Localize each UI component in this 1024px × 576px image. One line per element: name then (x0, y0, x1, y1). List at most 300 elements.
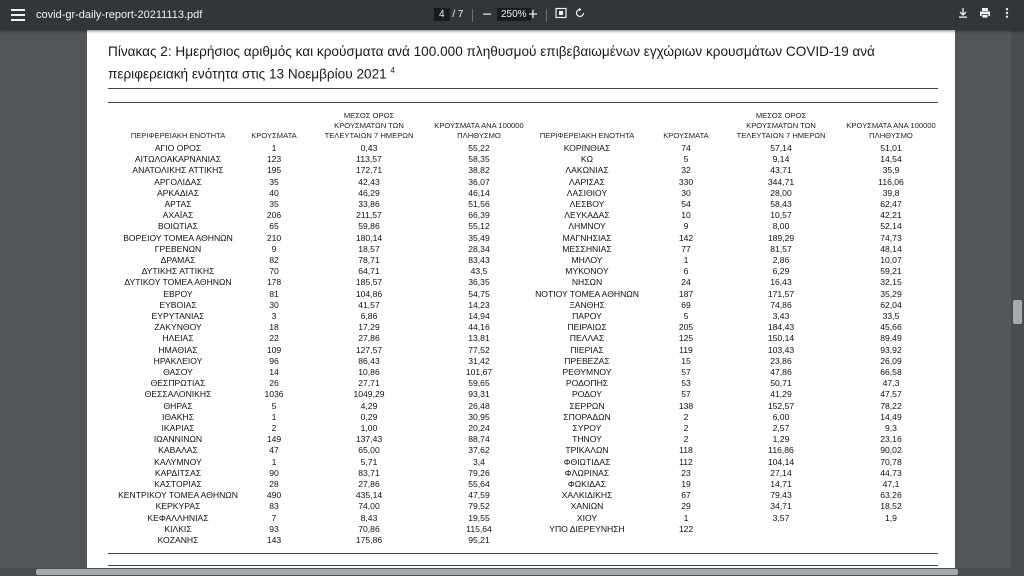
right-per-100k-cell: 62,04 (880, 299, 902, 310)
right-cases-cell: 24 (681, 277, 691, 288)
right-region-name-cell: ΤΗΝΟΥ (572, 434, 602, 445)
left-cases-cell: 490 (266, 490, 282, 501)
left-per-100k-cell: 44,16 (468, 322, 490, 333)
header-per100k-left: ΚΡΟΥΣΜΑΤΑ ΑΝΑ 100000 ΠΛΗΘΥΣΜΟ (434, 121, 524, 140)
table-row (87, 188, 955, 198)
left-cases-cell: 1 (271, 411, 277, 422)
right-region-name-cell: ΠΕΙΡΑΙΩΣ (567, 322, 607, 333)
left-avg-7day-cell: 27,71 (358, 378, 380, 389)
left-region-name-cell: ΚΑΛΥΜΝΟΥ (154, 456, 202, 467)
left-avg-7day-cell: 8,43 (360, 512, 378, 523)
right-region-name-cell: ΛΑΚΩΝΙΑΣ (565, 165, 609, 176)
left-region-name-cell: ΚΕΦΑΛΛΗΝΙΑΣ (147, 512, 209, 523)
more-options-button[interactable] (998, 6, 1016, 24)
left-per-100k-cell: 30,95 (468, 411, 490, 422)
zoom-out-button[interactable] (478, 6, 496, 24)
right-cases-cell: 112 (679, 456, 693, 467)
right-region-name-cell: ΛΑΡΙΣΑΣ (569, 176, 605, 187)
table-row (87, 177, 955, 187)
left-per-100k-cell: 47,59 (468, 490, 490, 501)
right-cases-cell: 122 (678, 523, 694, 534)
left-per-100k-cell: 58,35 (468, 154, 490, 165)
table-row (87, 210, 955, 220)
right-cases-cell: 142 (678, 232, 694, 243)
right-region-name-cell: ΞΑΝΘΗΣ (569, 299, 605, 310)
right-per-100k-cell: 90,02 (880, 445, 902, 456)
left-per-100k-cell: 55,64 (468, 479, 490, 489)
left-cases-cell: 143 (266, 535, 282, 545)
left-avg-7day-cell: 137,43 (355, 434, 383, 445)
left-per-100k-cell: 54,75 (468, 288, 490, 299)
right-per-100k-cell: 93,92 (880, 344, 902, 355)
left-region-name-cell: ΕΒΡΟΥ (163, 288, 193, 299)
table-row (87, 266, 955, 276)
left-per-100k-cell: 13,81 (468, 333, 490, 344)
left-region-name-cell: ΑΡΤΑΣ (164, 199, 192, 209)
zoom-level-input[interactable]: 250% (497, 8, 531, 21)
right-cases-cell: 6 (683, 266, 689, 277)
table-row (87, 445, 955, 455)
right-region-name-cell: ΠΕΛΛΑΣ (569, 333, 605, 344)
right-region-name-cell: ΥΠΟ ΔΙΕΡΕΥΝΗΣΗ (549, 523, 625, 534)
left-cases-cell: 40 (269, 187, 279, 198)
pdf-toolbar (0, 0, 1024, 30)
right-cases-cell: 15 (681, 355, 691, 366)
fit-page-icon (555, 7, 567, 19)
left-per-100k-cell: 38,82 (468, 165, 490, 176)
page-separator: / (452, 9, 456, 20)
horizontal-scrollbar-thumb[interactable] (36, 569, 958, 575)
header-region-right: ΠΕΡΙΦΕΡΕΙΑΚΗ ΕΝΟΤΗΤΑ (539, 131, 635, 140)
right-cases-cell: 330 (678, 176, 694, 187)
right-region-name-cell: ΧΙΟΥ (576, 512, 598, 523)
left-avg-7day-cell: 65,00 (358, 445, 380, 456)
left-avg-7day-cell: 64,71 (358, 266, 380, 277)
pdf-page (87, 30, 955, 576)
right-per-100k-cell: 74,73 (880, 232, 902, 243)
table-row (87, 289, 955, 299)
left-per-100k-cell: 31,42 (468, 355, 490, 366)
left-cases-cell: 9 (271, 243, 277, 254)
left-avg-7day-cell: 17,29 (358, 322, 380, 333)
page-number-input[interactable]: 4 (434, 8, 450, 21)
left-region-name-cell: ΕΥΡΥΤΑΝΙΑΣ (151, 311, 205, 321)
left-cases-cell: 47 (269, 445, 279, 456)
right-avg-7day-cell: 3,43 (772, 311, 790, 321)
left-region-name-cell: ΑΓΙΟ ΟΡΟΣ (154, 143, 202, 153)
right-region-name-cell: ΤΡΙΚΑΛΩΝ (565, 445, 609, 456)
left-avg-7day-cell: 5,71 (360, 456, 378, 467)
right-per-100k-cell: 1,9 (885, 512, 897, 523)
left-avg-7day-cell: 78,71 (358, 255, 380, 265)
left-avg-7day-cell: 1,00 (360, 423, 378, 433)
left-avg-7day-cell: 83,71 (358, 467, 380, 478)
right-per-100k-cell: 39,8 (882, 187, 900, 198)
table-row (87, 423, 955, 433)
table-row (87, 468, 955, 478)
left-avg-7day-cell: 113,57 (356, 154, 382, 165)
left-region-name-cell: ΔΥΤΙΚΟΥ ΤΟΜΕΑ ΑΘΗΝΩΝ (124, 277, 232, 288)
left-cases-cell: 7 (271, 512, 277, 523)
top-rule (108, 88, 938, 89)
left-per-100k-cell: 28,34 (468, 243, 490, 254)
left-region-name-cell: ΚΕΡΚΥΡΑΣ (155, 501, 201, 512)
horizontal-scrollbar[interactable] (0, 568, 1011, 576)
left-region-name-cell: ΚΑΣΤΟΡΙΑΣ (154, 479, 202, 489)
left-cases-cell: 149 (266, 434, 282, 445)
right-avg-7day-cell: 8,00 (772, 221, 790, 232)
right-avg-7day-cell: 189,29 (767, 232, 795, 243)
left-avg-7day-cell: 18,57 (358, 243, 380, 254)
right-per-100k-cell: 26,09 (880, 355, 902, 366)
left-per-100k-cell: 59,65 (468, 378, 490, 389)
table-row (87, 300, 955, 310)
table-row (87, 143, 955, 153)
right-avg-7day-cell: 10,57 (770, 210, 792, 221)
right-per-100k-cell: 70,78 (880, 456, 902, 467)
left-cases-cell: 206 (266, 210, 282, 221)
right-avg-7day-cell: 34,71 (770, 501, 792, 512)
left-avg-7day-cell: 46,29 (358, 187, 380, 198)
table-row (87, 345, 955, 355)
left-avg-7day-cell: 86,43 (358, 355, 380, 366)
left-region-name-cell: ΒΟΙΩΤΙΑΣ (158, 221, 198, 232)
right-region-name-cell: ΡΕΘΥΜΝΟΥ (562, 367, 612, 377)
left-cases-cell: 35 (269, 199, 279, 209)
left-region-name-cell: ΑΝΑΤΟΛΙΚΗΣ ΑΤΤΙΚΗΣ (132, 165, 224, 176)
menu-icon[interactable] (11, 9, 25, 21)
right-per-100k-cell: 23,16 (880, 434, 902, 445)
right-cases-cell: 69 (681, 299, 691, 310)
left-per-100k-cell: 88,74 (468, 434, 490, 445)
right-avg-7day-cell: 6,29 (772, 266, 790, 277)
left-per-100k-cell: 14,94 (468, 311, 490, 321)
left-cases-cell: 109 (266, 344, 282, 355)
table-row (87, 199, 955, 209)
left-per-100k-cell: 14,23 (468, 299, 490, 310)
right-region-name-cell: ΦΛΩΡΙΝΑΣ (564, 467, 610, 478)
rotate-button[interactable] (571, 6, 589, 24)
left-cases-cell: 93 (269, 523, 279, 534)
right-cases-cell: 32 (681, 165, 691, 176)
left-per-100k-cell: 43,5 (470, 266, 488, 277)
plus-icon (528, 9, 538, 19)
right-per-100k-cell: 35,29 (880, 288, 902, 299)
right-avg-7day-cell: 171,57 (767, 288, 795, 299)
table-row (87, 378, 955, 388)
right-avg-7day-cell: 81,57 (770, 243, 792, 254)
table-row (87, 244, 955, 254)
right-cases-cell: 23 (681, 467, 691, 478)
page-indicator (434, 8, 463, 21)
left-per-100k-cell: 79,52 (468, 501, 490, 512)
table-row (87, 221, 955, 231)
right-cases-cell: 30 (681, 187, 691, 198)
right-region-name-cell: ΡΟΔΟΥ (572, 389, 602, 400)
table-row (87, 524, 955, 534)
right-cases-cell: 187 (678, 288, 694, 299)
right-avg-7day-cell: 1,29 (772, 434, 790, 445)
left-cases-cell: 14 (269, 367, 279, 377)
right-region-name-cell: ΣΠΟΡΑΔΩΝ (563, 411, 611, 422)
fit-page-button[interactable] (552, 6, 570, 24)
right-avg-7day-cell: 184,43 (767, 322, 795, 333)
left-cases-cell: 2 (271, 423, 277, 433)
right-region-name-cell: ΜΗΛΟΥ (571, 255, 603, 265)
right-region-name-cell: ΜΑΓΝΗΣΙΑΣ (562, 232, 612, 243)
toolbar-divider (546, 9, 547, 22)
right-region-name-cell: ΝΗΣΩΝ (571, 277, 603, 288)
right-cases-cell: 53 (681, 378, 691, 389)
left-per-100k-cell: 20,24 (468, 423, 490, 433)
left-region-name-cell: ΖΑΚΥΝΘΟΥ (154, 322, 202, 333)
left-region-name-cell: ΑΡΓΟΛΙΔΑΣ (154, 176, 202, 187)
header-cases-left: ΚΡΟΥΣΜΑΤΑ (251, 131, 297, 140)
right-region-name-cell: ΦΩΚΙΔΑΣ (567, 479, 607, 489)
right-per-100k-cell: 44,73 (880, 467, 902, 478)
header-cases-right: ΚΡΟΥΣΜΑΤΑ (663, 131, 709, 140)
left-region-name-cell: ΗΜΑΘΙΑΣ (158, 344, 198, 355)
right-cases-cell: 67 (681, 490, 691, 501)
right-per-100k-cell: 59,21 (880, 266, 902, 277)
right-cases-cell: 57 (681, 367, 691, 377)
left-avg-7day-cell: 180,14 (355, 232, 383, 243)
heading-text: Πίνακας 2: Ημερήσιος αριθμός και κρούσματα ανά 100.000 πληθυσμού επιβεβαιωμένων εγχώριων κρουσμάτων COVID-19 ανά περιφερειακή ενότητα στις 13 Νοεμβρίου 2021 (108, 44, 875, 82)
right-region-name-cell: ΜΥΚΟΝΟΥ (565, 266, 609, 277)
left-region-name-cell: ΘΗΡΑΣ (163, 400, 193, 411)
left-avg-7day-cell: 0,43 (360, 143, 378, 153)
right-cases-cell: 74 (681, 143, 691, 153)
right-per-100k-cell: 14,54 (880, 154, 902, 165)
left-per-100k-cell: 55,12 (468, 221, 490, 232)
left-region-name-cell: ΑΙΤΩΛΟΑΚΑΡΝΑΝΙΑΣ (134, 154, 222, 165)
right-per-100k-cell: 47,57 (880, 389, 902, 400)
right-cases-cell: 2 (683, 423, 689, 433)
right-per-100k-cell: 45,66 (880, 322, 902, 333)
right-avg-7day-cell: 150,14 (767, 333, 795, 344)
left-region-name-cell: ΓΡΕΒΕΝΩΝ (154, 243, 202, 254)
page-total: 7 (457, 9, 464, 20)
left-cases-cell: 90 (269, 467, 279, 478)
left-per-100k-cell: 26,48 (468, 400, 490, 411)
table-row (87, 311, 955, 321)
right-per-100k-cell: 9,3 (885, 423, 897, 433)
left-region-name-cell: ΚΟΖΑΝΗΣ (157, 535, 199, 545)
right-per-100k-cell: 10,07 (880, 255, 902, 265)
left-avg-7day-cell: 4,29 (360, 400, 378, 411)
left-per-100k-cell: 35,49 (468, 232, 490, 243)
right-cases-cell: 1 (683, 512, 689, 523)
right-per-100k-cell: 52,14 (880, 221, 902, 232)
right-cases-cell: 10 (681, 210, 691, 221)
right-avg-7day-cell: 28,00 (770, 187, 792, 198)
right-avg-7day-cell: 79,43 (770, 490, 792, 501)
right-cases-cell: 77 (681, 243, 691, 254)
left-region-name-cell: ΙΩΑΝΝΙΝΩΝ (153, 434, 203, 445)
right-cases-cell: 57 (681, 389, 691, 400)
left-cases-cell: 1 (271, 143, 277, 153)
left-cases-cell: 96 (269, 355, 279, 366)
right-cases-cell: 119 (679, 344, 693, 355)
left-per-100k-cell: 36,35 (468, 277, 490, 288)
left-region-name-cell: ΚΕΝΤΡΙΚΟΥ ΤΟΜΕΑ ΑΘΗΝΩΝ (118, 490, 238, 501)
left-avg-7day-cell: 175,86 (355, 535, 383, 545)
right-region-name-cell: ΧΑΛΚΙΔΙΚΗΣ (561, 490, 613, 501)
left-cases-cell: 35 (269, 176, 279, 187)
left-avg-7day-cell: 172,71 (355, 165, 383, 176)
right-cases-cell: 125 (678, 333, 694, 344)
right-per-100k-cell: 51,01 (880, 143, 902, 153)
right-cases-cell: 54 (681, 199, 691, 209)
left-avg-7day-cell: 1049,29 (353, 389, 385, 400)
left-per-100k-cell: 101,67 (465, 367, 493, 377)
right-cases-cell: 5 (683, 311, 689, 321)
header-per100k-right: ΚΡΟΥΣΜΑΤΑ ΑΝΑ 100000 ΠΛΗΘΥΣΜΟ (846, 121, 936, 140)
right-region-name-cell: ΧΑΝΙΩΝ (570, 501, 604, 512)
right-region-name-cell: ΠΡΕΒΕΖΑΣ (564, 355, 610, 366)
left-per-100k-cell: 115,64 (466, 523, 492, 534)
left-cases-cell: 195 (266, 165, 282, 176)
right-avg-7day-cell: 74,86 (770, 299, 792, 310)
footnote-marker: 4 (390, 66, 395, 75)
left-per-100k-cell: 95,21 (468, 535, 490, 545)
left-cases-cell: 81 (269, 288, 279, 299)
left-region-name-cell: ΕΥΒΟΙΑΣ (159, 299, 197, 310)
left-per-100k-cell: 66,39 (468, 210, 490, 221)
minus-icon (482, 9, 492, 19)
left-cases-cell: 70 (269, 266, 279, 277)
right-region-name-cell: ΜΕΣΣΗΝΙΑΣ (562, 243, 612, 254)
print-button[interactable] (976, 6, 994, 24)
header-region-left: ΠΕΡΙΦΕΡΕΙΑΚΗ ΕΝΟΤΗΤΑ (130, 131, 226, 140)
table-row (87, 490, 955, 500)
right-per-100k-cell: 66,58 (880, 367, 902, 377)
right-region-name-cell: ΛΗΜΝΟΥ (568, 221, 606, 232)
left-per-100k-cell: 77,52 (468, 344, 490, 355)
right-avg-7day-cell: 41,29 (770, 389, 792, 400)
left-avg-7day-cell: 41,57 (358, 299, 380, 310)
left-avg-7day-cell: 435,14 (355, 490, 383, 501)
right-cases-cell: 1 (683, 255, 689, 265)
left-region-name-cell: ΙΘΑΚΗΣ (162, 411, 194, 422)
left-region-name-cell: ΑΡΚΑΔΙΑΣ (156, 187, 200, 198)
header-avg-right: ΜΕΣΟΣ ΟΡΟΣ ΚΡΟΥΣΜΑΤΩΝ ΤΩΝ ΤΕΛΕΥΤΑΙΩΝ 7 ΗΜΕΡΩΝ (736, 111, 826, 140)
right-avg-7day-cell: 14,71 (770, 479, 792, 489)
left-per-100k-cell: 51,56 (468, 199, 490, 209)
left-avg-7day-cell: 185,57 (355, 277, 383, 288)
download-button[interactable] (954, 6, 972, 24)
right-avg-7day-cell: 57,14 (770, 143, 792, 153)
bottom-rule-2 (108, 565, 938, 566)
left-avg-7day-cell: 42,43 (358, 176, 380, 187)
zoom-in-button[interactable] (524, 6, 542, 24)
table-row (87, 434, 955, 444)
document-title: covid-gr-daily-report-20211113.pdf (36, 9, 203, 21)
right-per-100k-cell: 47,1 (882, 479, 900, 489)
left-avg-7day-cell: 6,86 (360, 311, 378, 321)
right-region-name-cell: ΛΕΣΒΟΥ (569, 199, 605, 209)
table-row (87, 513, 955, 523)
left-per-100k-cell: 83,43 (468, 255, 490, 265)
table-row (87, 367, 955, 377)
left-region-name-cell: ΗΡΑΚΛΕΙΟΥ (153, 355, 203, 366)
left-avg-7day-cell: 10,86 (358, 367, 380, 377)
left-avg-7day-cell: 0,29 (360, 411, 378, 422)
right-avg-7day-cell: 50,71 (770, 378, 792, 389)
scrollbar-thumb[interactable] (1013, 300, 1022, 324)
right-avg-7day-cell: 344,71 (767, 176, 795, 187)
right-per-100k-cell: 18,52 (880, 501, 902, 512)
right-avg-7day-cell: 43,71 (770, 165, 792, 176)
left-region-name-cell: ΘΕΣΣΑΛΟΝΙΚΗΣ (144, 389, 212, 400)
table-row (87, 479, 955, 489)
right-cases-cell: 5 (683, 154, 689, 165)
left-cases-cell: 5 (271, 400, 277, 411)
right-region-name-cell: ΛΑΣΙΘΙΟΥ (566, 187, 608, 198)
right-avg-7day-cell: 58,43 (770, 199, 792, 209)
left-region-name-cell: ΗΛΕΙΑΣ (162, 333, 194, 344)
right-region-name-cell: ΠΙΕΡΙΑΣ (570, 344, 604, 355)
left-per-100k-cell: 36,07 (468, 176, 490, 187)
more-vert-icon (1001, 7, 1013, 19)
left-per-100k-cell: 37,62 (468, 445, 490, 456)
right-avg-7day-cell: 2,57 (772, 423, 790, 433)
right-avg-7day-cell: 6,00 (772, 411, 790, 422)
right-per-100k-cell: 78,22 (880, 400, 902, 411)
left-cases-cell: 1 (271, 456, 277, 467)
left-per-100k-cell: 93,31 (468, 389, 490, 400)
left-cases-cell: 82 (269, 255, 279, 265)
left-cases-cell: 123 (266, 154, 282, 165)
print-icon (979, 7, 991, 19)
table-row (87, 154, 955, 164)
left-cases-cell: 22 (269, 333, 279, 344)
right-per-100k-cell: 62,47 (880, 199, 902, 209)
right-region-name-cell: ΝΟΤΙΟΥ ΤΟΜΕΑ ΑΘΗΝΩΝ (535, 288, 639, 299)
left-cases-cell: 30 (269, 299, 279, 310)
right-per-100k-cell: 33,5 (882, 311, 900, 321)
left-cases-cell: 65 (269, 221, 279, 232)
left-cases-cell: 178 (266, 277, 282, 288)
table-row (87, 389, 955, 399)
left-cases-cell: 1036 (264, 389, 284, 400)
right-per-100k-cell: 14,49 (880, 411, 902, 422)
left-avg-7day-cell: 211,57 (356, 210, 382, 221)
vertical-scrollbar[interactable] (1011, 30, 1024, 576)
left-per-100k-cell: 3,4 (473, 456, 485, 467)
table-row (87, 233, 955, 243)
right-region-name-cell: ΣΥΡΟΥ (572, 423, 602, 433)
right-cases-cell: 2 (683, 434, 689, 445)
left-avg-7day-cell: 74,00 (358, 501, 380, 512)
right-cases-cell: 138 (678, 400, 694, 411)
header-top-rule (108, 102, 938, 103)
right-per-100k-cell: 42,21 (880, 210, 902, 221)
table-row (87, 356, 955, 366)
left-cases-cell: 3 (271, 311, 277, 321)
table-heading (108, 42, 940, 84)
right-cases-cell: 29 (681, 501, 691, 512)
right-cases-cell: 205 (678, 322, 694, 333)
table-row (87, 322, 955, 332)
table-row (87, 412, 955, 422)
toolbar-divider (472, 9, 473, 22)
right-per-100k-cell: 89,49 (880, 333, 902, 344)
right-per-100k-cell: 32,15 (880, 277, 902, 288)
bottom-rule (108, 553, 938, 554)
left-cases-cell: 18 (269, 322, 279, 333)
left-region-name-cell: ΔΡΑΜΑΣ (160, 255, 196, 265)
